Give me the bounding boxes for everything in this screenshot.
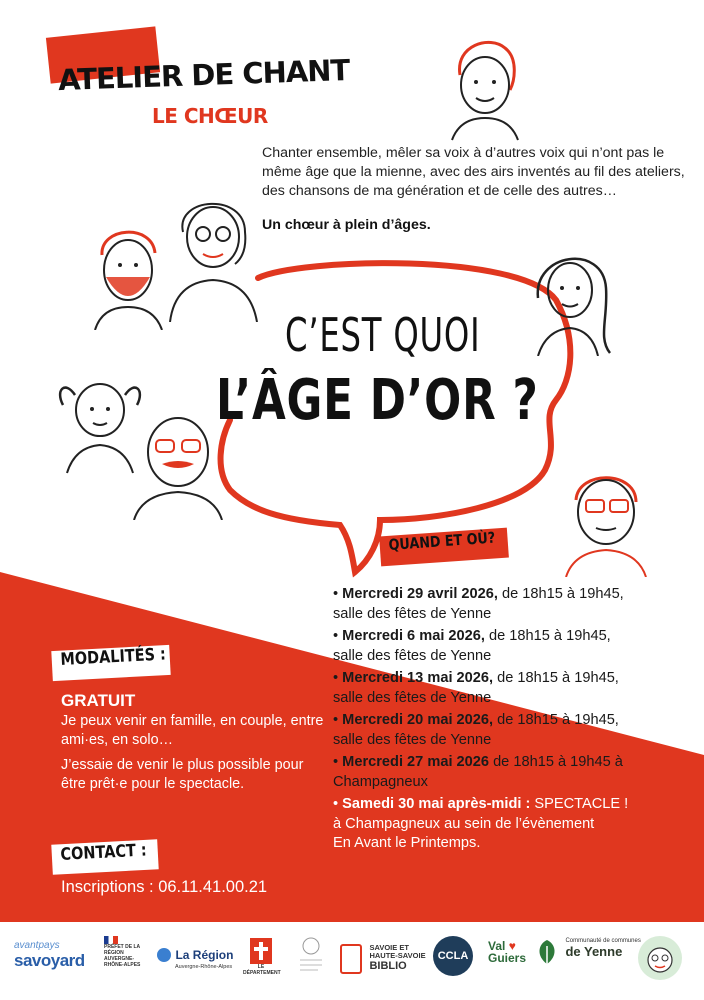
schedule-time: de 18h15 à 19h45, [497,586,624,602]
schedule-place: salle des fêtes de Yenne [333,605,492,622]
region-icon [157,948,171,962]
contact-label: CONTACT : [60,840,148,865]
modalites-paragraph-1: Je peux venir en famille, en couple, entre ami·es, en solo… [61,713,324,748]
schedule-time: de 18h15 à 19h45, [484,628,611,644]
logo-prefet-text: PRÉFET DE LA RÉGION AUVERGNE-RHÔNE-ALPES [104,944,141,968]
logo-savoyard-text: savoyard [14,951,85,970]
portrait-woman-top-icon [440,30,530,142]
schedule-time: de 18h15 à 19h45, [493,670,619,686]
schedule-place: salle des fêtes de Yenne [333,647,492,664]
schedule-place: Champagneux [333,773,428,790]
schedule-date: Mercredi 27 mai 2026 [342,754,490,770]
portrait-older-woman-icon [165,182,260,322]
modalites-label: MODALITÉS : [60,644,167,670]
yenne-small-text: Communauté de communes [565,938,641,944]
savoie-cross-icon [250,938,272,964]
partner-logos-footer [0,922,704,1000]
portrait-glasses-man-icon [558,462,653,577]
biblio-line-2: HAUTE-SAVOIE [369,951,426,960]
logo-avant-pays-text: avantpays [14,940,60,951]
price-label: GRATUIT [61,691,136,710]
portrait-bearded-man-icon [90,215,170,330]
logo-yenne [536,938,641,966]
show-date: Samedi 30 mai après-midi : [342,796,531,812]
schedule-place: salle des fêtes de Yenne [333,689,492,706]
logo-savoie-sub: LE DÉPARTEMENT [243,964,281,976]
modalites-paragraph-2: J’essaie de venir le plus possible pour être prêt·e pour le spectacle. [61,757,304,792]
logo-region-text: La Région [175,947,234,962]
schedule-date: Mercredi 20 mai 2026, [342,712,494,728]
logo-savoie [243,938,279,976]
biblio-line-1: SAVOIE ET [369,943,409,952]
logo-savoie-biblio [340,944,426,974]
logo-val-guiers [488,940,526,965]
schedule-item: • Mercredi 27 mai 2026 de 18h15 à 19h45 à Champagneux [333,754,623,790]
schedule-item: • Mercredi 29 avril 2026, de 18h15 à 19h45, salle des fêtes de Yenne [333,586,624,622]
schedule-show: • Samedi 30 mai après-midi : SPECTACLE ! à Champagneux au sein de l’évènement En Avant le Printemps. [333,796,629,851]
flag-icon [104,936,118,944]
schedule-label: QUAND ET OÙ? [388,528,496,554]
schedule-place: salle des fêtes de Yenne [333,731,492,748]
modalites-text [61,712,331,800]
schedule-item: • Mercredi 6 mai 2026, de 18h15 à 19h45, salle des fêtes de Yenne [333,628,611,664]
heart-icon: ♥ [508,939,516,953]
logo-prefet [104,936,152,968]
portrait-old-man-icon [128,402,228,520]
schedule-list [333,585,698,857]
contact-phone: Inscriptions : 06.11.41.00.21 [61,878,268,896]
intro-text: Chanter ensemble, mêler sa voix à d’autres voix qui n’ont pas le même âge que la mienne, avec des airs inventés au fil des ateliers, des chansons de ma génération et de celle des autres… [262,145,685,199]
intro-tagline: Un chœur à plein d’âges. [262,217,431,233]
val-guiers-line-1: Val [488,939,506,953]
logo-region-sub: Auvergne-Rhône-Alpes [175,964,233,970]
schedule-time: de 18h15 à 19h45, [493,712,619,728]
logo-ccla: CCLA [433,936,473,976]
logo-region [157,946,233,970]
portrait-young-woman-icon [528,238,618,356]
schedule-time: de 18h15 à 19h45 à [489,754,623,770]
logo-avant-pays-savoyard [14,940,85,971]
schedule-date: Mercredi 29 avril 2026, [342,586,498,602]
question-line-1: C’EST QUOI [285,308,481,362]
page-title: ATELIER DE CHANT [57,52,350,98]
show-line-3: En Avant le Printemps. [333,835,481,851]
val-guiers-line-2: Guiers [488,951,527,965]
schedule-item: • Mercredi 20 mai 2026, de 18h15 à 19h45, salle des fêtes de Yenne [333,712,619,748]
biblio-icon [340,944,362,974]
schedule-date: Mercredi 6 mai 2026, [342,628,485,644]
show-line-2: à Champagneux au sein de l’évènement [333,815,595,832]
schedule-date: Mercredi 13 mai 2026, [342,670,494,686]
show-title: SPECTACLE ! [530,796,629,812]
biblio-line-3: BIBLIO [369,960,407,972]
schedule-item: • Mercredi 13 mai 2026, de 18h15 à 19h45, salle des fêtes de Yenne [333,670,619,706]
yenne-leaf-icon [536,938,558,966]
logo-academie-icon [296,936,326,980]
page-subtitle: LE CHŒUR [152,104,268,128]
logo-mascot-icon [638,936,682,980]
yenne-text: de Yenne [565,944,623,959]
question-line-2: L’ÂGE D’OR ? [216,368,539,433]
